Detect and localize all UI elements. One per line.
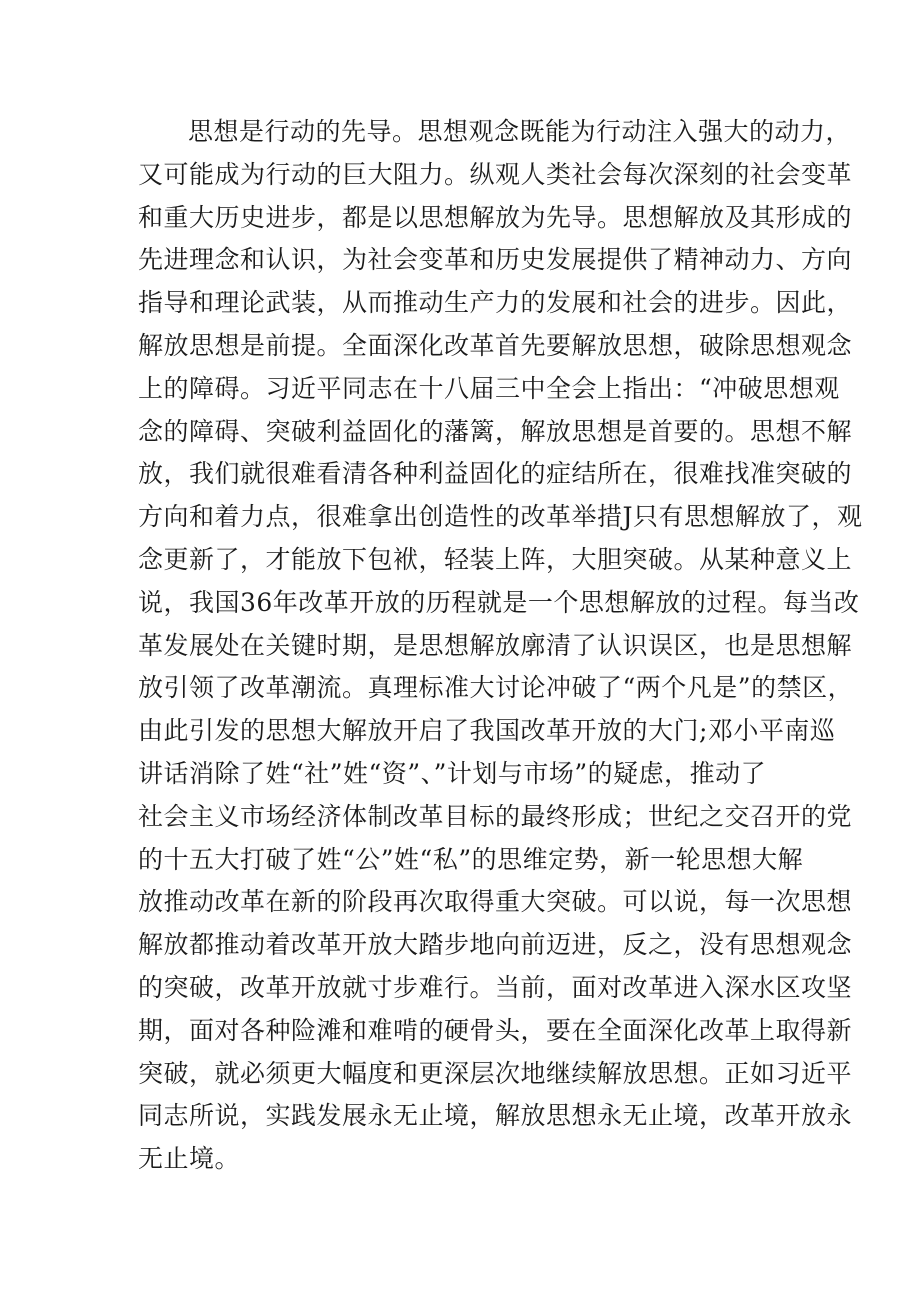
paragraph-line: 放引领了改革潮流。真理标准大讨论冲破了“两个凡是”的禁区， <box>138 673 854 703</box>
paragraph-line: 先进理念和认识，为社会变革和历史发展提供了精神动力、方向 <box>138 245 853 275</box>
paragraph-line: 讲话消除了姓“社”姓“资”、”计划与市场”的疑虑，推动了 <box>138 758 767 788</box>
paragraph-line: 思想是行动的先导。思想观念既能为行动注入强大的动力， <box>188 117 852 146</box>
paragraph-line: 突破，就必须更大幅度和更深层次地继续解放思想。正如习近平 <box>138 1058 853 1088</box>
paragraph-line: 期，面对各种险滩和难啃的硬骨头，要在全面深化改革上取得新 <box>138 1015 853 1045</box>
paragraph-line: 又可能成为行动的巨大阻力。纵观人类社会每次深刻的社会变革 <box>138 159 853 189</box>
paragraph-line: 社会主义市场经济体制改革目标的最终形成；世纪之交召开的党 <box>138 801 853 831</box>
paragraph-line: 方向和着力点，很难拿出创造性的改革举措J只有思想解放了，观 <box>138 502 863 532</box>
paragraph-line: 说，我国36年改革开放的历程就是一个思想解放的过程。每当改 <box>138 587 860 617</box>
paragraph-line: 由此引发的思想大解放开启了我国改革开放的大门;邓小平南巡 <box>138 716 836 746</box>
paragraph-line: 放，我们就很难看清各种利益固化的症结所在，很难找准突破的 <box>138 459 853 489</box>
paragraph-line: 和重大历史进步，都是以思想解放为先导。思想解放及其形成的 <box>138 202 853 232</box>
paragraph-line: 上的障碍。习近平同志在十八届三中全会上指出：“冲破思想观 <box>138 373 840 403</box>
paragraph-line: 指导和理论武装，从而推动生产力的发展和社会的进步。因此， <box>138 288 853 318</box>
paragraph-line: 革发展处在关键时期，是思想解放廓清了认识误区，也是思想解 <box>138 630 853 660</box>
paragraph-line: 的突破，改革开放就寸步难行。当前，面对改革进入深水区攻坚 <box>138 972 853 1002</box>
paragraph-line: 同志所说，实践发展永无止境，解放思想永无止境，改革开放永 <box>138 1101 853 1131</box>
paragraph-line: 解放思想是前提。全面深化改革首先要解放思想，破除思想观念 <box>138 330 853 360</box>
paragraph-line: 放推动改革在新的阶段再次取得重大突破。可以说，每一次思想 <box>138 887 853 917</box>
paragraph-line: 的十五大打破了姓“公”姓“私”的思维定势，新一轮思想大解 <box>138 844 804 874</box>
paragraph-line: 念更新了，才能放下包袱，轻装上阵，大胆突破。从某种意义上 <box>138 544 853 574</box>
body-paragraph <box>138 111 863 1181</box>
paragraph-line: 念的障碍、突破利益固化的藩篱，解放思想是首要的。思想不解 <box>138 416 853 446</box>
paragraph-line: 解放都推动着改革开放大踏步地向前迈进，反之，没有思想观念 <box>138 930 853 960</box>
paragraph-line: 无止境。 <box>138 1144 241 1174</box>
